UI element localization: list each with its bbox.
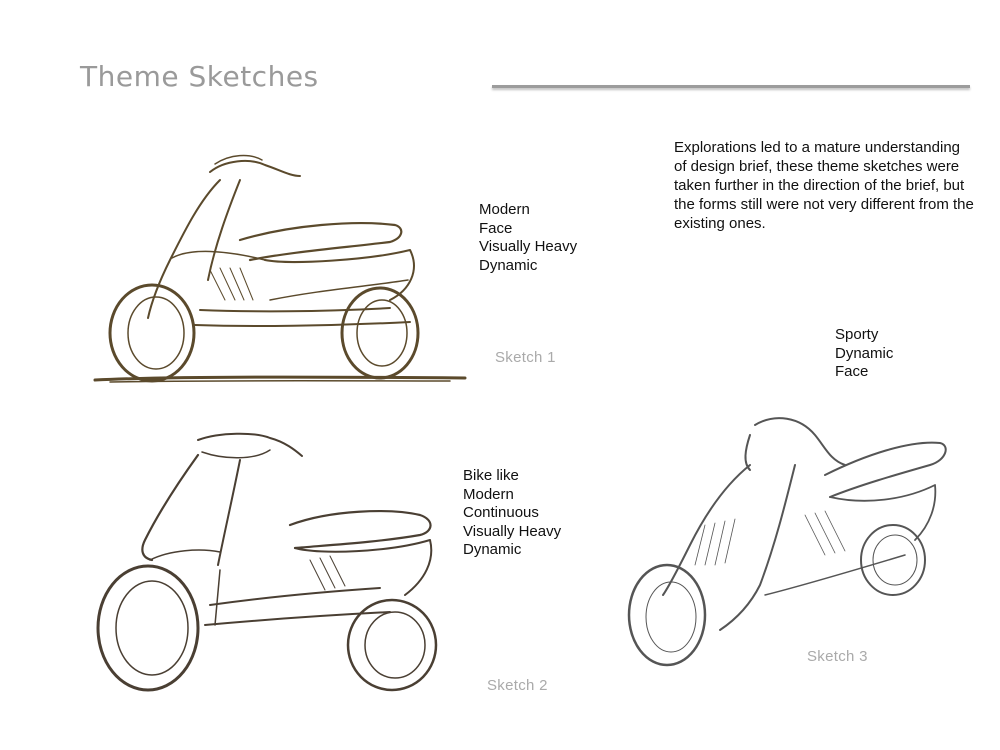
sketch-3-attributes <box>835 326 893 382</box>
sketch-2-attribute: Modern <box>463 485 514 503</box>
sketch-2-attribute: Continuous <box>463 504 539 521</box>
sketch-3-scooter-drawing <box>625 405 955 685</box>
sketch-2-attributes <box>463 467 561 560</box>
description-text: Explorations led to a mature understanding of design brief, these theme sketches were taken further in the direction of the brief, but the forms still were not very different from the existing ones. <box>674 139 974 232</box>
sketch-1-caption: Sketch 1 <box>495 349 556 366</box>
sketch-1-attribute: Face <box>479 219 513 237</box>
sketch-3-attribute: Face <box>835 363 869 380</box>
sketch-1-attributes <box>479 201 577 275</box>
sketch-3-caption: Sketch 3 <box>807 648 868 665</box>
sketch-3-attribute: Sporty <box>835 326 879 343</box>
page-title: Theme Sketches <box>80 60 319 93</box>
sketch-1-attribute: Visually Heavy <box>479 238 578 255</box>
sketch-2-scooter-drawing <box>90 430 450 700</box>
title-divider <box>492 85 970 88</box>
sketch-2-caption: Sketch 2 <box>487 677 548 694</box>
sketch-2-attribute: Dynamic <box>463 541 522 558</box>
sketch-2-attribute: Visually Heavy <box>463 522 562 540</box>
sketch-1-attribute: Modern <box>479 201 530 218</box>
sketch-3-attribute: Dynamic <box>835 344 894 362</box>
sketch-2-attribute: Bike like <box>463 467 519 484</box>
sketch-1-attribute: Dynamic <box>479 256 538 274</box>
sketch-1-scooter-drawing <box>90 150 480 390</box>
